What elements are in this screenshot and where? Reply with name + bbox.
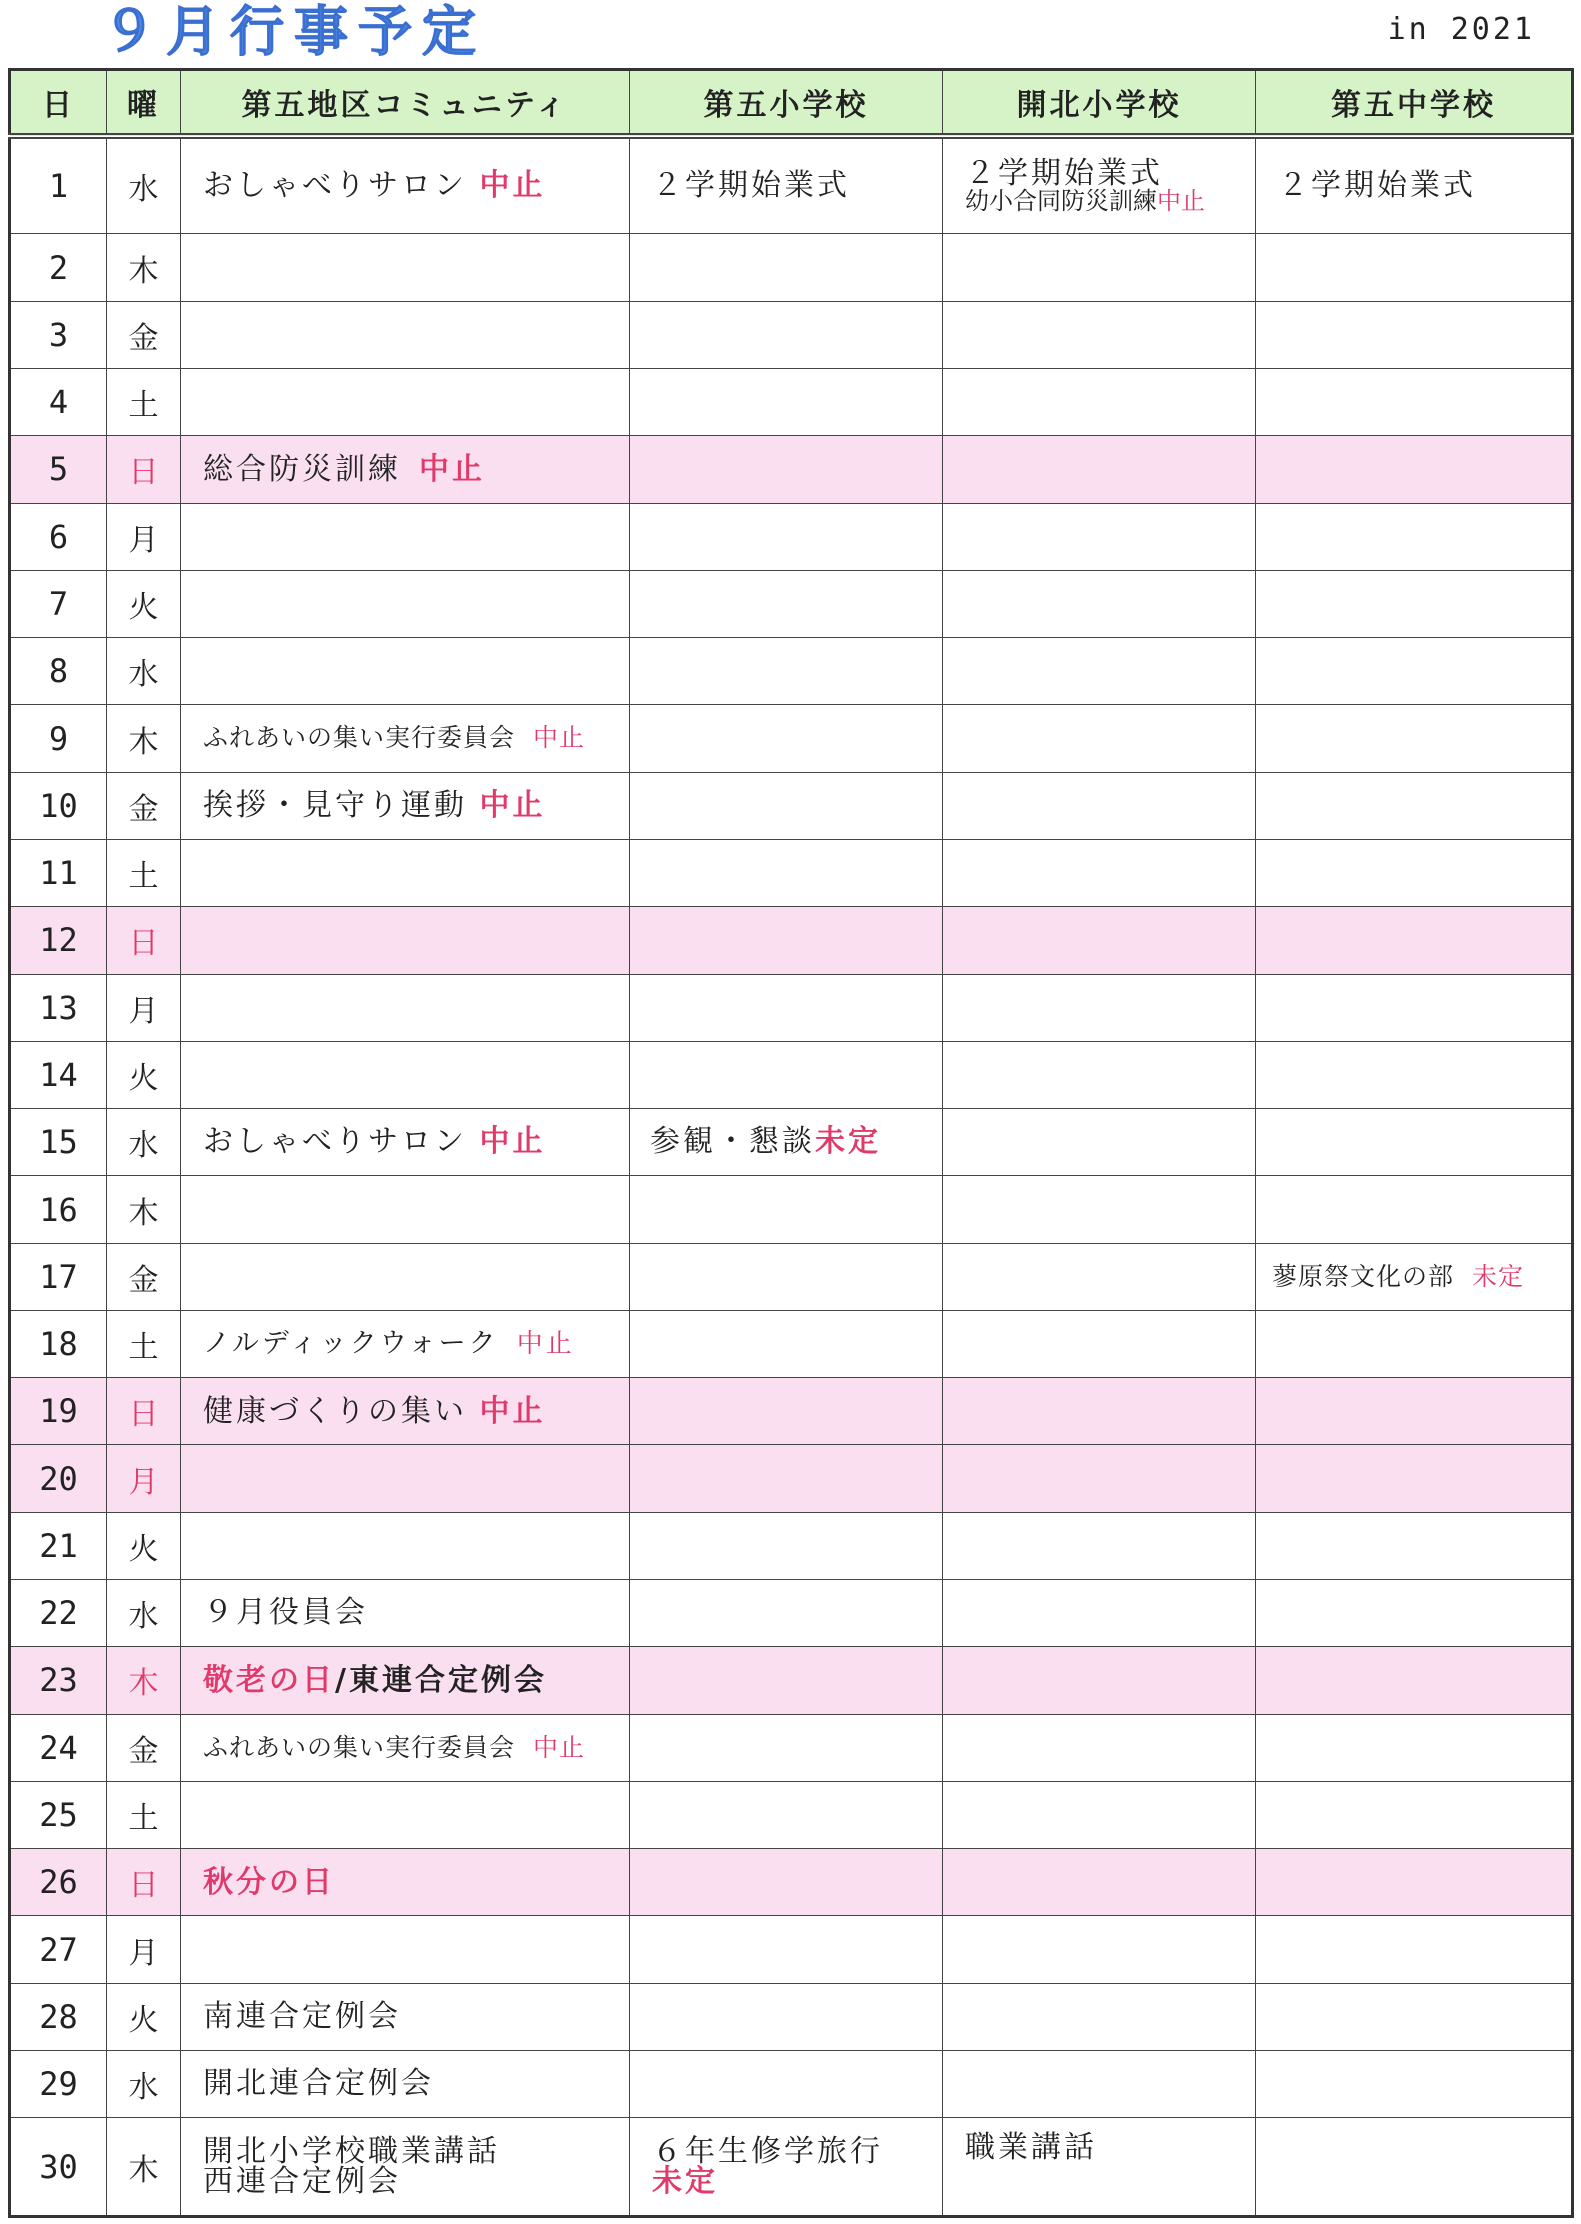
kaihoku-elementary-event bbox=[943, 1916, 1256, 1983]
kaihoku-elementary-event bbox=[943, 1580, 1256, 1647]
daigo-junior-high-event bbox=[1256, 839, 1573, 906]
event-text: 参観・懇談 bbox=[650, 1124, 815, 1160]
weekday: 水 bbox=[107, 1109, 181, 1176]
event-text: 総合防災訓練 bbox=[203, 451, 401, 487]
day-number: 7 bbox=[10, 570, 107, 637]
status-badge: 中止 bbox=[419, 451, 485, 487]
day-number: 12 bbox=[10, 907, 107, 974]
daigo-elementary-event bbox=[630, 1378, 943, 1445]
status-badge: 中止 bbox=[479, 168, 546, 204]
weekday: 金 bbox=[107, 1714, 181, 1781]
community-event bbox=[181, 705, 630, 772]
community-event bbox=[181, 234, 630, 301]
event-text: ノルディックウォーク bbox=[203, 1327, 499, 1359]
col-header-weekday: 曜 bbox=[107, 70, 181, 136]
kaihoku-elementary-event bbox=[943, 1445, 1256, 1512]
schedule-table bbox=[8, 68, 1574, 2218]
day-number: 14 bbox=[10, 1041, 107, 1108]
daigo-elementary-event bbox=[630, 1512, 943, 1579]
weekday: 月 bbox=[107, 974, 181, 1041]
weekday: 木 bbox=[107, 705, 181, 772]
event-text: おしゃべりサロン bbox=[203, 168, 467, 204]
col-header-daigo-elementary: 第五小学校 bbox=[630, 70, 943, 136]
kaihoku-elementary-event bbox=[943, 1041, 1256, 1108]
day-number: 8 bbox=[10, 638, 107, 705]
daigo-elementary-event bbox=[630, 1849, 943, 1916]
table-row bbox=[10, 1310, 1573, 1377]
daigo-junior-high-event bbox=[1256, 234, 1573, 301]
kaihoku-elementary-event bbox=[943, 1243, 1256, 1310]
event-text-line2: 西連合定例会 bbox=[203, 2163, 401, 2199]
community-event bbox=[181, 1647, 630, 1714]
day-number: 2 bbox=[10, 234, 107, 301]
weekday: 日 bbox=[107, 907, 181, 974]
community-event: 開北連合定例会 bbox=[181, 2051, 630, 2118]
table-row bbox=[10, 772, 1573, 839]
weekday: 木 bbox=[107, 1176, 181, 1243]
kaihoku-elementary-event bbox=[943, 772, 1256, 839]
table-row bbox=[10, 1243, 1573, 1310]
community-event bbox=[181, 368, 630, 435]
daigo-elementary-event bbox=[630, 436, 943, 503]
daigo-junior-high-event bbox=[1256, 2118, 1573, 2217]
daigo-junior-high-event bbox=[1256, 638, 1573, 705]
daigo-elementary-event bbox=[630, 1176, 943, 1243]
weekday: 土 bbox=[107, 368, 181, 435]
table-row bbox=[10, 368, 1573, 435]
day-number: 16 bbox=[10, 1176, 107, 1243]
daigo-junior-high-event bbox=[1256, 1580, 1573, 1647]
day-number: 3 bbox=[10, 301, 107, 368]
daigo-elementary-event bbox=[630, 1041, 943, 1108]
weekday: 水 bbox=[107, 136, 181, 234]
community-event: ９月役員会 bbox=[181, 1580, 630, 1647]
day-number: 20 bbox=[10, 1445, 107, 1512]
daigo-junior-high-event bbox=[1256, 907, 1573, 974]
status-badge: 未定 bbox=[815, 1124, 881, 1160]
daigo-junior-high-event bbox=[1256, 1849, 1573, 1916]
weekday: 土 bbox=[107, 1781, 181, 1848]
daigo-elementary-event bbox=[630, 1445, 943, 1512]
daigo-elementary-event bbox=[630, 1983, 943, 2050]
day-number: 4 bbox=[10, 368, 107, 435]
weekday: 水 bbox=[107, 2051, 181, 2118]
day-number: 5 bbox=[10, 436, 107, 503]
community-event bbox=[181, 1041, 630, 1108]
daigo-elementary-event bbox=[630, 1714, 943, 1781]
daigo-elementary-event bbox=[630, 234, 943, 301]
event-text: 蓼原祭文化の部 bbox=[1272, 1261, 1455, 1291]
weekday: 水 bbox=[107, 1580, 181, 1647]
community-event bbox=[181, 907, 630, 974]
community-event bbox=[181, 1378, 630, 1445]
table-row bbox=[10, 1109, 1573, 1176]
day-number: 25 bbox=[10, 1781, 107, 1848]
daigo-elementary-event bbox=[630, 1580, 943, 1647]
kaihoku-elementary-event bbox=[943, 1378, 1256, 1445]
table-row bbox=[10, 234, 1573, 301]
day-number: 15 bbox=[10, 1109, 107, 1176]
table-row bbox=[10, 1916, 1573, 1983]
event-text: おしゃべりサロン bbox=[203, 1124, 467, 1160]
kaihoku-elementary-event bbox=[943, 1512, 1256, 1579]
status-badge: 中止 bbox=[479, 788, 546, 824]
day-number: 17 bbox=[10, 1243, 107, 1310]
daigo-elementary-event bbox=[630, 503, 943, 570]
daigo-elementary-event bbox=[630, 1647, 943, 1714]
table-row bbox=[10, 1041, 1573, 1108]
daigo-elementary-event bbox=[630, 570, 943, 637]
kaihoku-elementary-event bbox=[943, 907, 1256, 974]
subtext-label: 幼小合同防災訓練 bbox=[965, 187, 1157, 216]
table-row bbox=[10, 136, 1573, 234]
daigo-junior-high-event bbox=[1256, 1378, 1573, 1445]
event-text: 挨拶・見守り運動 bbox=[203, 788, 467, 824]
table-row bbox=[10, 436, 1573, 503]
daigo-junior-high-event bbox=[1256, 1512, 1573, 1579]
daigo-junior-high-event bbox=[1256, 772, 1573, 839]
daigo-elementary-event bbox=[630, 705, 943, 772]
daigo-elementary-event bbox=[630, 1916, 943, 1983]
table-row bbox=[10, 1714, 1573, 1781]
daigo-junior-high-event bbox=[1256, 1243, 1573, 1310]
weekday: 木 bbox=[107, 234, 181, 301]
community-event bbox=[181, 1109, 630, 1176]
community-event bbox=[181, 1916, 630, 1983]
event-text: ふれあいの集い実行委員会 bbox=[203, 1732, 516, 1762]
kaihoku-elementary-event bbox=[943, 503, 1256, 570]
community-event bbox=[181, 772, 630, 839]
day-number: 29 bbox=[10, 2051, 107, 2118]
event-text: ２学期始業式 bbox=[965, 155, 1163, 191]
weekday: 火 bbox=[107, 1512, 181, 1579]
weekday: 月 bbox=[107, 503, 181, 570]
daigo-junior-high-event bbox=[1256, 368, 1573, 435]
daigo-junior-high-event bbox=[1256, 1714, 1573, 1781]
weekday: 木 bbox=[107, 2118, 181, 2217]
daigo-junior-high-event bbox=[1256, 2051, 1573, 2118]
table-row bbox=[10, 2118, 1573, 2217]
daigo-elementary-event bbox=[630, 1781, 943, 1848]
day-number: 18 bbox=[10, 1310, 107, 1377]
holiday-name: 秋分の日 bbox=[203, 1864, 335, 1900]
daigo-elementary-event bbox=[630, 368, 943, 435]
table-row bbox=[10, 1647, 1573, 1714]
weekday: 金 bbox=[107, 1243, 181, 1310]
community-event bbox=[181, 436, 630, 503]
kaihoku-elementary-event bbox=[943, 1849, 1256, 1916]
status-badge: 中止 bbox=[533, 723, 586, 753]
community-event bbox=[181, 570, 630, 637]
daigo-junior-high-event: ２学期始業式 bbox=[1256, 136, 1573, 234]
day-number: 13 bbox=[10, 974, 107, 1041]
kaihoku-elementary-event bbox=[943, 839, 1256, 906]
weekday: 木 bbox=[107, 1647, 181, 1714]
daigo-elementary-event bbox=[630, 2118, 943, 2217]
day-number: 26 bbox=[10, 1849, 107, 1916]
weekday: 月 bbox=[107, 1916, 181, 1983]
weekday: 月 bbox=[107, 1445, 181, 1512]
day-number: 24 bbox=[10, 1714, 107, 1781]
event-text: /東連合定例会 bbox=[335, 1662, 547, 1698]
table-row bbox=[10, 1378, 1573, 1445]
table-row bbox=[10, 301, 1573, 368]
day-number: 10 bbox=[10, 772, 107, 839]
table-row bbox=[10, 1983, 1573, 2050]
community-event bbox=[181, 1781, 630, 1848]
community-event bbox=[181, 1445, 630, 1512]
day-number: 1 bbox=[10, 136, 107, 234]
daigo-elementary-event bbox=[630, 2051, 943, 2118]
table-row bbox=[10, 907, 1573, 974]
kaihoku-elementary-event bbox=[943, 1310, 1256, 1377]
kaihoku-elementary-event bbox=[943, 301, 1256, 368]
community-event bbox=[181, 638, 630, 705]
daigo-junior-high-event bbox=[1256, 503, 1573, 570]
col-header-kaihoku-elementary: 開北小学校 bbox=[943, 70, 1256, 136]
table-row bbox=[10, 503, 1573, 570]
kaihoku-elementary-event bbox=[943, 1714, 1256, 1781]
daigo-elementary-event: ２学期始業式 bbox=[630, 136, 943, 234]
holiday-name: 敬老の日 bbox=[203, 1662, 335, 1698]
daigo-junior-high-event bbox=[1256, 1916, 1573, 1983]
status-badge: 中止 bbox=[479, 1393, 546, 1429]
daigo-junior-high-event bbox=[1256, 1176, 1573, 1243]
kaihoku-elementary-event bbox=[943, 234, 1256, 301]
event-text: 開北小学校職業講話 bbox=[203, 2133, 500, 2169]
daigo-elementary-event bbox=[630, 1310, 943, 1377]
event-text: ふれあいの集い実行委員会 bbox=[203, 723, 516, 753]
event-subtext bbox=[965, 189, 1255, 214]
col-header-community: 第五地区コミュニティ bbox=[181, 70, 630, 136]
community-event bbox=[181, 2118, 630, 2217]
day-number: 23 bbox=[10, 1647, 107, 1714]
weekday: 日 bbox=[107, 436, 181, 503]
table-row bbox=[10, 839, 1573, 906]
kaihoku-elementary-event bbox=[943, 1109, 1256, 1176]
community-event bbox=[181, 1310, 630, 1377]
weekday: 火 bbox=[107, 570, 181, 637]
kaihoku-elementary-event bbox=[943, 705, 1256, 772]
daigo-junior-high-event bbox=[1256, 705, 1573, 772]
table-row bbox=[10, 1580, 1573, 1647]
day-number: 28 bbox=[10, 1983, 107, 2050]
day-number: 6 bbox=[10, 503, 107, 570]
day-number: 22 bbox=[10, 1580, 107, 1647]
day-number: 30 bbox=[10, 2118, 107, 2217]
kaihoku-elementary-event bbox=[943, 570, 1256, 637]
kaihoku-elementary-event bbox=[943, 1781, 1256, 1848]
kaihoku-elementary-event bbox=[943, 974, 1256, 1041]
header-row bbox=[10, 70, 1573, 136]
community-event bbox=[181, 1849, 630, 1916]
weekday: 金 bbox=[107, 772, 181, 839]
col-header-day: 日 bbox=[10, 70, 107, 136]
status-badge: 中止 bbox=[479, 1124, 546, 1160]
daigo-junior-high-event bbox=[1256, 1310, 1573, 1377]
daigo-junior-high-event bbox=[1256, 1445, 1573, 1512]
status-badge: 中止 bbox=[516, 1328, 575, 1359]
status-badge: 未定 bbox=[652, 2163, 718, 2199]
daigo-junior-high-event bbox=[1256, 974, 1573, 1041]
status-badge: 未定 bbox=[1472, 1261, 1525, 1291]
kaihoku-elementary-event bbox=[943, 368, 1256, 435]
daigo-elementary-event bbox=[630, 638, 943, 705]
page-title: ９月行事予定 bbox=[102, 0, 486, 63]
daigo-elementary-event bbox=[630, 907, 943, 974]
table-row bbox=[10, 638, 1573, 705]
kaihoku-elementary-event bbox=[943, 2051, 1256, 2118]
community-event: 南連合定例会 bbox=[181, 1983, 630, 2050]
community-event bbox=[181, 1714, 630, 1781]
event-text: ６年生修学旅行 bbox=[652, 2133, 883, 2169]
daigo-elementary-event bbox=[630, 301, 943, 368]
daigo-junior-high-event bbox=[1256, 1983, 1573, 2050]
kaihoku-elementary-event bbox=[943, 638, 1256, 705]
day-number: 11 bbox=[10, 839, 107, 906]
daigo-junior-high-event bbox=[1256, 1781, 1573, 1848]
table-row bbox=[10, 570, 1573, 637]
day-number: 19 bbox=[10, 1378, 107, 1445]
weekday: 金 bbox=[107, 301, 181, 368]
daigo-elementary-event bbox=[630, 839, 943, 906]
table-row bbox=[10, 1176, 1573, 1243]
event-text: 健康づくりの集い bbox=[203, 1393, 467, 1429]
community-event bbox=[181, 839, 630, 906]
community-event bbox=[181, 136, 630, 234]
status-badge: 中止 bbox=[1157, 187, 1205, 216]
daigo-junior-high-event bbox=[1256, 1041, 1573, 1108]
weekday: 火 bbox=[107, 1041, 181, 1108]
kaihoku-elementary-event bbox=[943, 136, 1256, 234]
table-row bbox=[10, 1781, 1573, 1848]
community-event bbox=[181, 974, 630, 1041]
kaihoku-elementary-event bbox=[943, 1983, 1256, 2050]
daigo-junior-high-event bbox=[1256, 436, 1573, 503]
weekday: 日 bbox=[107, 1849, 181, 1916]
day-number: 9 bbox=[10, 705, 107, 772]
table-row bbox=[10, 1445, 1573, 1512]
kaihoku-elementary-event bbox=[943, 1176, 1256, 1243]
daigo-junior-high-event bbox=[1256, 570, 1573, 637]
daigo-elementary-event bbox=[630, 1109, 943, 1176]
kaihoku-elementary-event: 職業講話 bbox=[943, 2118, 1256, 2217]
daigo-elementary-event bbox=[630, 1243, 943, 1310]
kaihoku-elementary-event bbox=[943, 436, 1256, 503]
day-number: 27 bbox=[10, 1916, 107, 1983]
weekday: 日 bbox=[107, 1378, 181, 1445]
daigo-elementary-event bbox=[630, 974, 943, 1041]
community-event bbox=[181, 1512, 630, 1579]
community-event bbox=[181, 301, 630, 368]
community-event bbox=[181, 503, 630, 570]
day-number: 21 bbox=[10, 1512, 107, 1579]
weekday: 水 bbox=[107, 638, 181, 705]
table-row bbox=[10, 705, 1573, 772]
status-badge: 中止 bbox=[533, 1732, 586, 1762]
weekday: 土 bbox=[107, 1310, 181, 1377]
community-event bbox=[181, 1243, 630, 1310]
weekday: 火 bbox=[107, 1983, 181, 2050]
kaihoku-elementary-event bbox=[943, 1647, 1256, 1714]
table-row bbox=[10, 1512, 1573, 1579]
daigo-junior-high-event bbox=[1256, 301, 1573, 368]
year-label: in 2021 bbox=[1387, 12, 1535, 47]
table-row bbox=[10, 974, 1573, 1041]
daigo-junior-high-event bbox=[1256, 1647, 1573, 1714]
weekday: 土 bbox=[107, 839, 181, 906]
daigo-junior-high-event bbox=[1256, 1109, 1573, 1176]
table-row bbox=[10, 2051, 1573, 2118]
table-row bbox=[10, 1849, 1573, 1916]
daigo-elementary-event bbox=[630, 772, 943, 839]
col-header-daigo-junior-high: 第五中学校 bbox=[1256, 70, 1573, 136]
community-event bbox=[181, 1176, 630, 1243]
